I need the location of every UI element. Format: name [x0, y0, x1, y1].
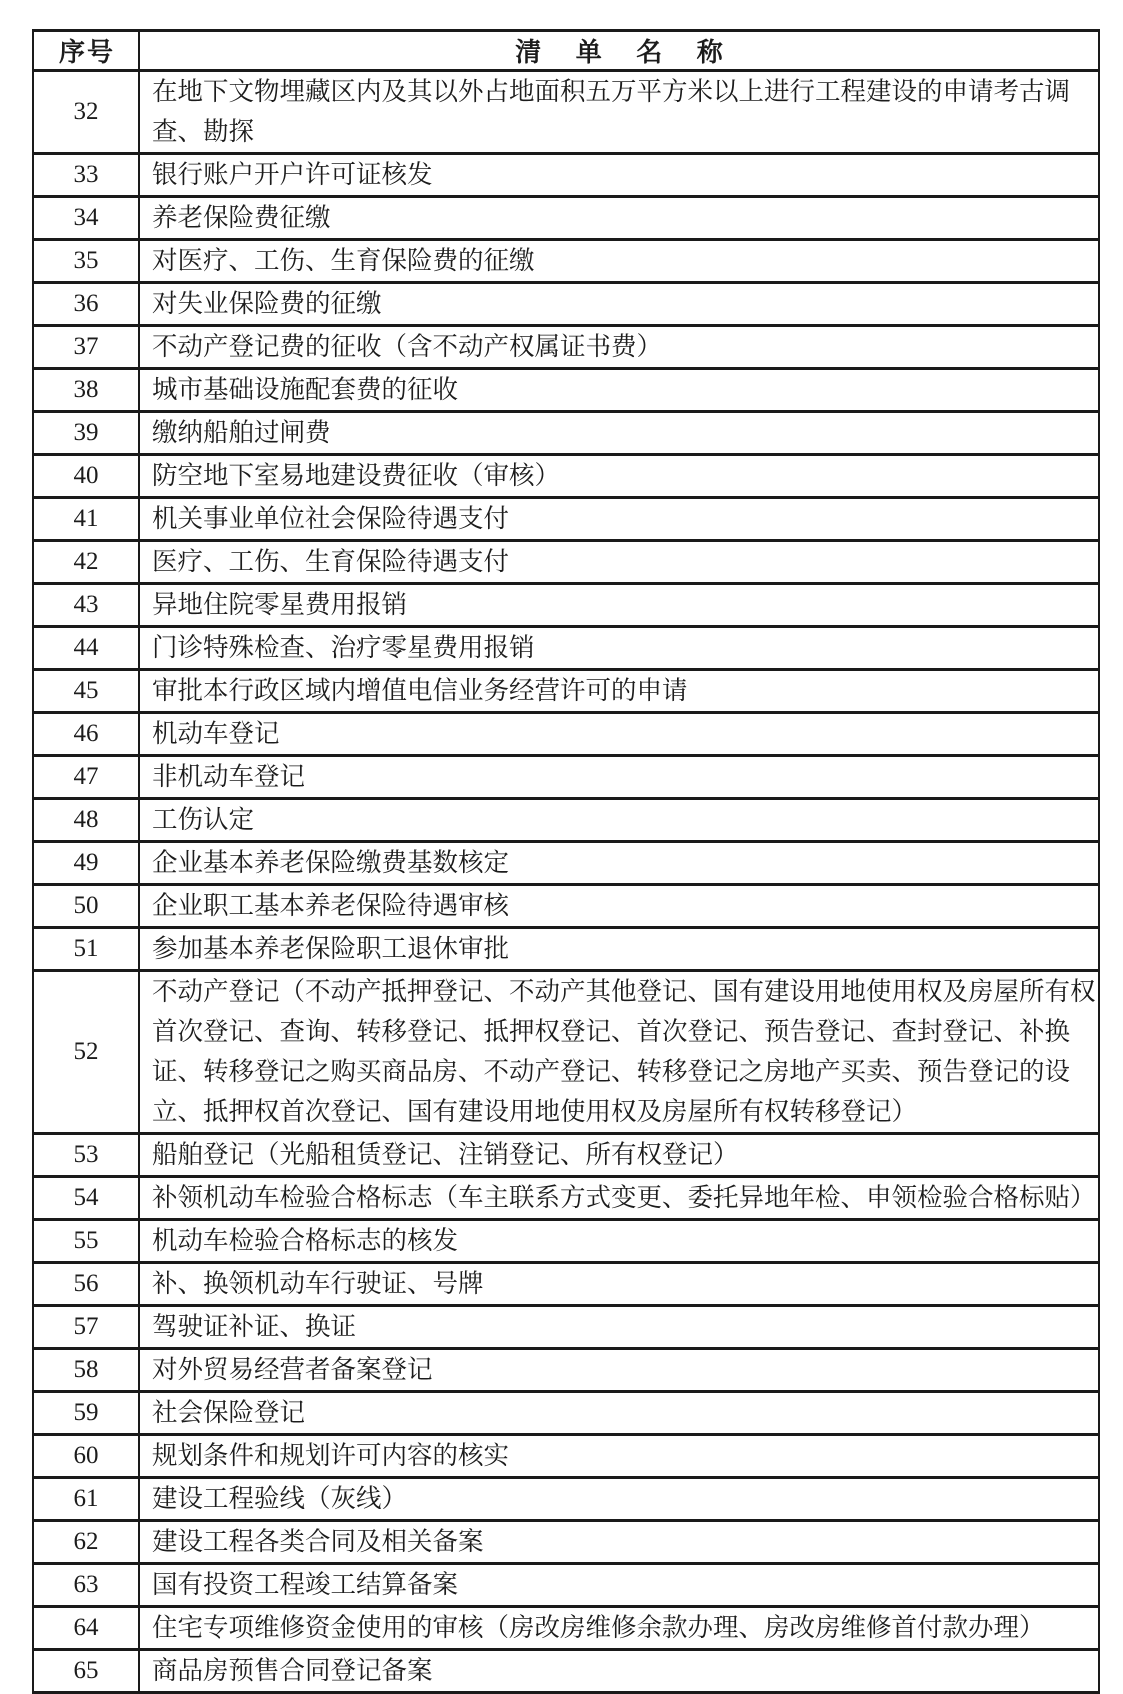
row-serial-number: 46 [33, 713, 139, 756]
row-list-name: 规划条件和规划许可内容的核实 [139, 1435, 1099, 1478]
row-serial-number: 62 [33, 1521, 139, 1564]
row-serial-number: 36 [33, 283, 139, 326]
row-list-name: 在地下文物埋藏区内及其以外占地面积五万平方米以上进行工程建设的申请考古调查、勘探 [139, 71, 1099, 154]
row-serial-number: 37 [33, 326, 139, 369]
row-list-name: 不动产登记费的征收（含不动产权属证书费） [139, 326, 1099, 369]
table-row [33, 584, 1099, 627]
row-serial-number: 61 [33, 1478, 139, 1521]
row-serial-number: 60 [33, 1435, 139, 1478]
table-row [33, 1607, 1099, 1650]
row-serial-number: 53 [33, 1134, 139, 1177]
table-row [33, 1349, 1099, 1392]
table-row [33, 1521, 1099, 1564]
row-list-name: 机动车检验合格标志的核发 [139, 1220, 1099, 1263]
row-list-name: 养老保险费征缴 [139, 197, 1099, 240]
row-serial-number: 44 [33, 627, 139, 670]
table-row [33, 412, 1099, 455]
table-row [33, 1306, 1099, 1349]
row-serial-number: 38 [33, 369, 139, 412]
row-serial-number: 40 [33, 455, 139, 498]
row-list-name: 门诊特殊检查、治疗零星费用报销 [139, 627, 1099, 670]
table-row [33, 1650, 1099, 1693]
table-row [33, 455, 1099, 498]
row-serial-number: 52 [33, 971, 139, 1134]
row-serial-number: 64 [33, 1607, 139, 1650]
table-row [33, 541, 1099, 584]
row-serial-number: 65 [33, 1650, 139, 1693]
row-serial-number: 54 [33, 1177, 139, 1220]
table-row [33, 1263, 1099, 1306]
header-row [33, 31, 1099, 71]
row-list-name: 企业基本养老保险缴费基数核定 [139, 842, 1099, 885]
row-list-name: 非机动车登记 [139, 756, 1099, 799]
row-list-name: 船舶登记（光船租赁登记、注销登记、所有权登记） [139, 1134, 1099, 1177]
table-row [33, 799, 1099, 842]
row-serial-number: 58 [33, 1349, 139, 1392]
row-list-name: 银行账户开户许可证核发 [139, 154, 1099, 197]
table-row [33, 71, 1099, 154]
row-list-name: 国有投资工程竣工结算备案 [139, 1564, 1099, 1607]
row-list-name: 对医疗、工伤、生育保险费的征缴 [139, 240, 1099, 283]
row-list-name: 缴纳船舶过闸费 [139, 412, 1099, 455]
row-serial-number: 34 [33, 197, 139, 240]
row-serial-number: 50 [33, 885, 139, 928]
table-row [33, 627, 1099, 670]
table-row [33, 885, 1099, 928]
row-list-name: 防空地下室易地建设费征收（审核） [139, 455, 1099, 498]
row-list-name: 机动车登记 [139, 713, 1099, 756]
row-serial-number: 59 [33, 1392, 139, 1435]
row-list-name: 商品房预售合同登记备案 [139, 1650, 1099, 1693]
table-row [33, 1220, 1099, 1263]
header-list-name: 清 单 名 称 [139, 31, 1099, 71]
table-row [33, 842, 1099, 885]
row-serial-number: 57 [33, 1306, 139, 1349]
table-row [33, 928, 1099, 971]
table-row [33, 1564, 1099, 1607]
row-list-name: 参加基本养老保险职工退休审批 [139, 928, 1099, 971]
row-serial-number: 48 [33, 799, 139, 842]
table-row [33, 713, 1099, 756]
table-row [33, 498, 1099, 541]
table-row [33, 1177, 1099, 1220]
row-serial-number: 41 [33, 498, 139, 541]
checklist-table [32, 29, 1100, 1694]
table-row [33, 154, 1099, 197]
row-serial-number: 49 [33, 842, 139, 885]
row-serial-number: 55 [33, 1220, 139, 1263]
row-list-name: 住宅专项维修资金使用的审核（房改房维修余款办理、房改房维修首付款办理） [139, 1607, 1099, 1650]
table-row [33, 1478, 1099, 1521]
table-body [33, 71, 1099, 1693]
table-row [33, 1435, 1099, 1478]
row-list-name: 企业职工基本养老保险待遇审核 [139, 885, 1099, 928]
row-list-name: 补领机动车检验合格标志（车主联系方式变更、委托异地年检、申领检验合格标贴） [139, 1177, 1099, 1220]
table-row [33, 971, 1099, 1134]
row-list-name: 医疗、工伤、生育保险待遇支付 [139, 541, 1099, 584]
table-row [33, 756, 1099, 799]
row-list-name: 异地住院零星费用报销 [139, 584, 1099, 627]
table-row [33, 283, 1099, 326]
row-serial-number: 39 [33, 412, 139, 455]
table-row [33, 240, 1099, 283]
row-list-name: 建设工程各类合同及相关备案 [139, 1521, 1099, 1564]
table-row [33, 1134, 1099, 1177]
row-list-name: 对外贸易经营者备案登记 [139, 1349, 1099, 1392]
table-row [33, 197, 1099, 240]
row-list-name: 机关事业单位社会保险待遇支付 [139, 498, 1099, 541]
row-list-name: 工伤认定 [139, 799, 1099, 842]
row-serial-number: 63 [33, 1564, 139, 1607]
row-serial-number: 32 [33, 71, 139, 154]
table-row [33, 369, 1099, 412]
header-serial-number: 序号 [33, 31, 139, 71]
table-row [33, 670, 1099, 713]
row-serial-number: 47 [33, 756, 139, 799]
row-list-name: 不动产登记（不动产抵押登记、不动产其他登记、国有建设用地使用权及房屋所有权首次登记、查询、转移登记、抵押权登记、首次登记、预告登记、查封登记、补换证、转移登记之购买商品房、不动产登记、转移登记之房地产买卖、预告登记的设立、抵押权首次登记、国有建设用地使用权及房屋所有权转移登记） [139, 971, 1099, 1134]
row-list-name: 补、换领机动车行驶证、号牌 [139, 1263, 1099, 1306]
row-serial-number: 45 [33, 670, 139, 713]
row-list-name: 驾驶证补证、换证 [139, 1306, 1099, 1349]
row-list-name: 审批本行政区域内增值电信业务经营许可的申请 [139, 670, 1099, 713]
row-serial-number: 43 [33, 584, 139, 627]
row-list-name: 对失业保险费的征缴 [139, 283, 1099, 326]
row-serial-number: 56 [33, 1263, 139, 1306]
table-row [33, 1392, 1099, 1435]
row-serial-number: 51 [33, 928, 139, 971]
row-list-name: 社会保险登记 [139, 1392, 1099, 1435]
row-serial-number: 42 [33, 541, 139, 584]
row-serial-number: 35 [33, 240, 139, 283]
row-list-name: 城市基础设施配套费的征收 [139, 369, 1099, 412]
row-serial-number: 33 [33, 154, 139, 197]
table-row [33, 326, 1099, 369]
row-list-name: 建设工程验线（灰线） [139, 1478, 1099, 1521]
